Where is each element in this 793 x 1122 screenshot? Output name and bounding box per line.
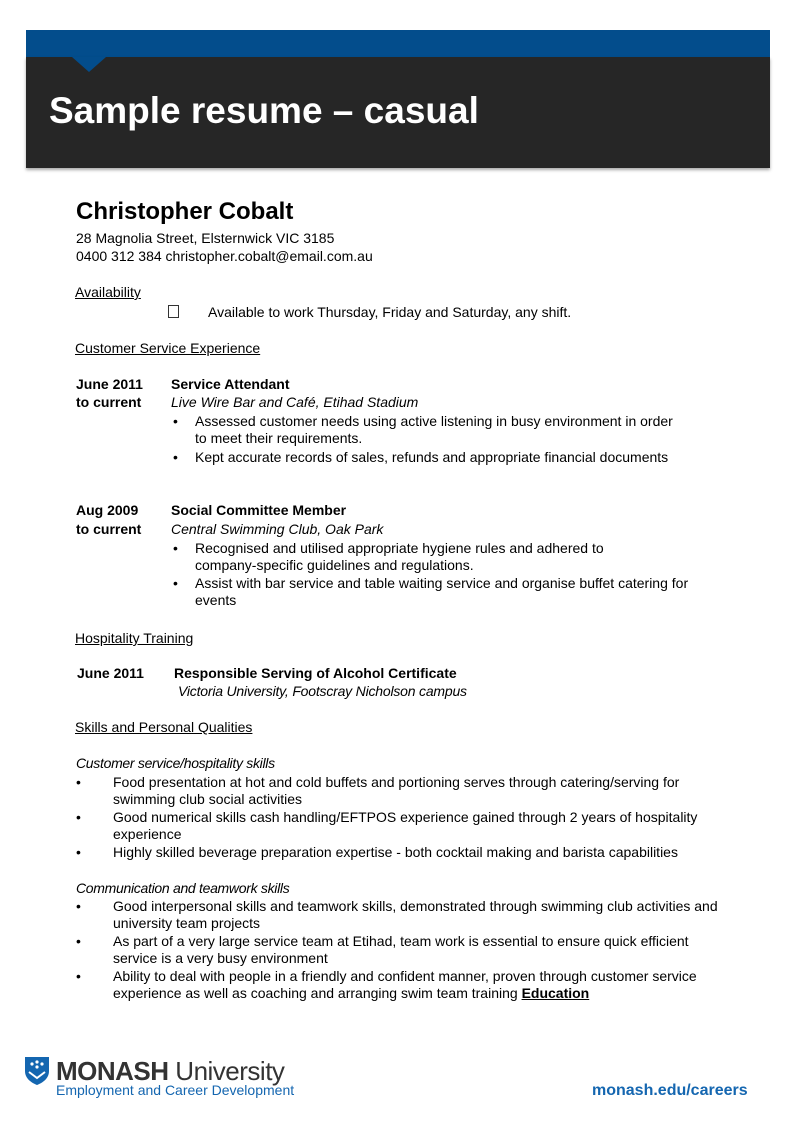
training-title: Responsible Serving of Alcohol Certificate <box>174 665 457 681</box>
candidate-phone-email: 0400 312 384 christopher.cobalt@email.com.au <box>76 248 373 264</box>
monash-wordmark-light: University <box>168 1056 285 1086</box>
availability-item: Available to work Thursday, Friday and Saturday, any shift. <box>208 304 572 320</box>
job-bullet: Kept accurate records of sales, refunds and appropriate financial documents <box>195 449 669 465</box>
bullet-icon: • <box>76 898 81 914</box>
availability-heading: Availability <box>75 284 141 300</box>
skills-group-title: Customer service/hospitality skills <box>76 755 275 771</box>
bullet-icon: • <box>76 968 81 984</box>
job-date-end: to current <box>76 521 142 537</box>
job-bullet: Assist with bar service and table waiting service and organise buffet catering for events <box>195 575 689 608</box>
bullet-icon: • <box>76 844 81 860</box>
education-link[interactable]: Education <box>521 985 590 1001</box>
training-heading: Hospitality Training <box>75 630 194 646</box>
job-org: Central Swimming Club, Oak Park <box>171 521 384 537</box>
job-org: Live Wire Bar and Café, Etihad Stadium <box>171 394 419 410</box>
skill-bullet-text: Ability to deal with people in a friendly and confident manner, proven through customer service experience as well as coaching and arranging swim team training <box>113 968 697 1001</box>
monash-wordmark-bold: MONASH <box>56 1056 169 1086</box>
bullet-icon: • <box>173 413 178 429</box>
skills-group-title: Communication and teamwork skills <box>76 880 290 896</box>
candidate-address: 28 Magnolia Street, Elsternwick VIC 3185 <box>76 230 335 246</box>
skill-bullet: Highly skilled beverage preparation expertise - both cocktail making and barista capabilities <box>113 844 678 860</box>
job-date-end: to current <box>76 394 142 410</box>
skill-bullet: Good numerical skills cash handling/EFTPOS experience gained through 2 years of hospitality experience <box>113 809 698 842</box>
careers-website-link[interactable]: monash.edu/careers <box>592 1082 748 1099</box>
checkbox-icon <box>168 305 179 318</box>
skill-bullet: Food presentation at hot and cold buffets and portioning serves through catering/serving for swimming club social activities <box>113 774 680 807</box>
candidate-name: Christopher Cobalt <box>76 198 294 225</box>
header-banner <box>26 57 770 168</box>
skills-heading: Skills and Personal Qualities <box>75 719 253 735</box>
bullet-icon: • <box>173 540 178 556</box>
page-title: Sample resume – casual <box>49 90 479 131</box>
training-date: June 2011 <box>77 665 144 681</box>
job-bullet: Recognised and utilised appropriate hygiene rules and adhered to company-specific guidelines and regulations. <box>195 540 604 573</box>
bullet-icon: • <box>173 575 178 591</box>
experience-heading: Customer Service Experience <box>75 340 261 356</box>
bullet-icon: • <box>76 933 81 949</box>
job-date-start: June 2011 <box>76 376 143 392</box>
header-notch <box>72 57 106 72</box>
header-accent-bar <box>26 30 770 57</box>
skill-bullet: Good interpersonal skills and teamwork skills, demonstrated through swimming club activities and university team projects <box>113 898 718 931</box>
bullet-icon: • <box>76 774 81 790</box>
bullet-icon: • <box>76 809 81 825</box>
job-bullet: Assessed customer needs using active listening in busy environment in order to meet their requirements. <box>195 413 673 446</box>
skill-bullet: As part of a very large service team at Etihad, team work is essential to ensure quick efficient service is a very busy environment <box>113 933 689 966</box>
department-name: Employment and Career Development <box>56 1082 295 1098</box>
job-role: Social Committee Member <box>171 502 347 518</box>
bullet-icon: • <box>173 449 178 465</box>
training-org: Victoria University, Footscray Nicholson campus <box>178 683 467 699</box>
skill-bullet <box>113 968 738 1002</box>
job-role: Service Attendant <box>171 376 290 392</box>
job-date-start: Aug 2009 <box>76 502 139 518</box>
monash-crest-icon <box>24 1056 50 1086</box>
